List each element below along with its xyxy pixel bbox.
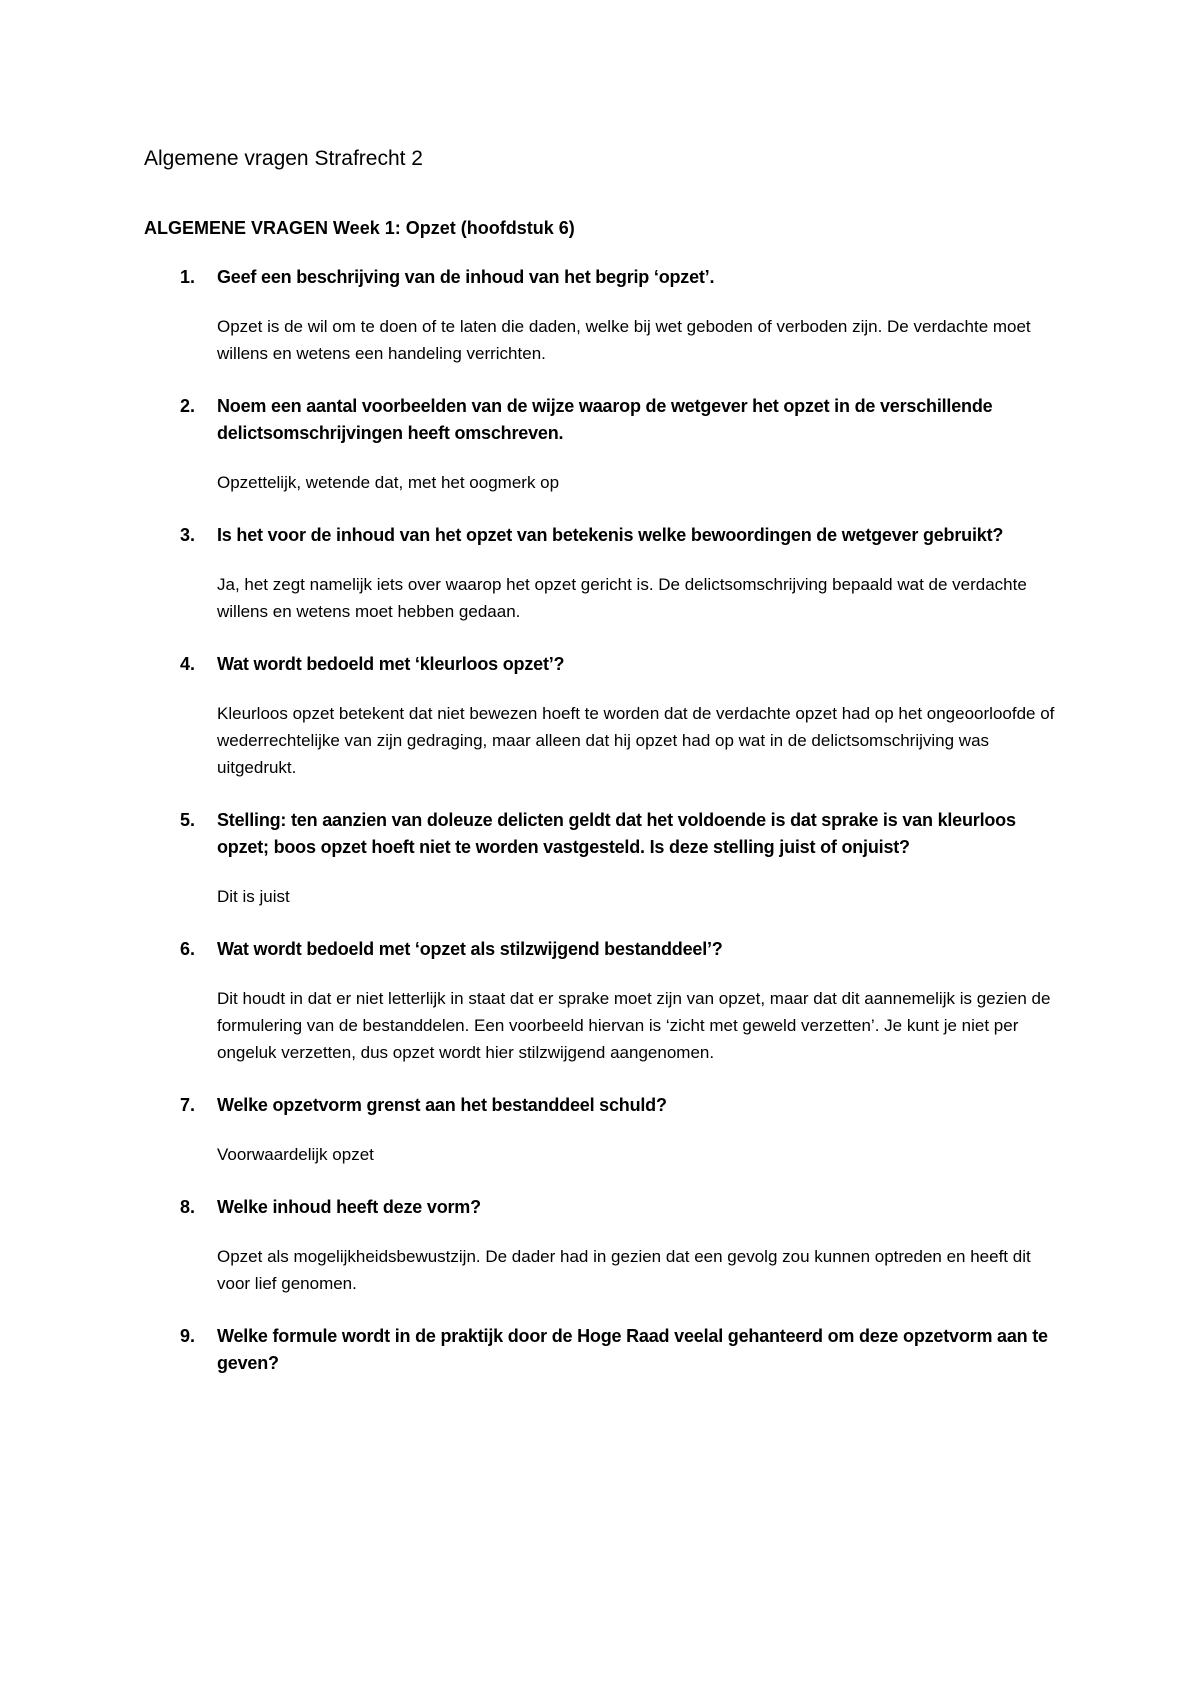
question-row (144, 1092, 1064, 1119)
document-page (144, 146, 1064, 1403)
question-number: 9. (180, 1326, 196, 1346)
question-row (144, 522, 1064, 549)
question-row (144, 264, 1064, 291)
question-row (144, 651, 1064, 678)
question-block (144, 936, 1064, 1066)
question-block (144, 1323, 1064, 1377)
question-row (144, 393, 1064, 447)
document-title: Algemene vragen Strafrecht 2 (144, 147, 423, 170)
question-number: 2. (180, 396, 196, 416)
answer-text: Ja, het zegt namelijk iets over waarop het opzet gericht is. De delictsomschrijving bepaald wat de verdachte willens en wetens moet hebben gedaan. (217, 575, 1027, 621)
question-block (144, 393, 1064, 496)
question-text: Wat wordt bedoeld met ‘kleurloos opzet’? (217, 654, 565, 674)
question-row (144, 807, 1064, 861)
question-number: 1. (180, 267, 196, 287)
question-number: 3. (180, 525, 196, 545)
question-block (144, 522, 1064, 625)
question-row (144, 936, 1064, 963)
answer-text: Dit is juist (217, 887, 290, 906)
answer-text: Kleurloos opzet betekent dat niet bewezen hoeft te worden dat de verdachte opzet had op het ongeoorloofde of wederrechtelijke van zijn gedraging, maar alleen dat hij opzet had op wat in de delictsomschrijving was uitgedrukt. (217, 704, 1055, 777)
question-text: Noem een aantal voorbeelden van de wijze waarop de wetgever het opzet in de verschillende delictsomschrijvingen heeft omschreven. (217, 396, 993, 443)
question-text: Welke formule wordt in de praktijk door de Hoge Raad veelal gehanteerd om deze opzetvorm aan te geven? (217, 1326, 1048, 1373)
question-row (144, 1194, 1064, 1221)
question-block (144, 1092, 1064, 1168)
question-number: 5. (180, 810, 196, 830)
question-text: Welke inhoud heeft deze vorm? (217, 1197, 481, 1217)
answer-text: Opzettelijk, wetende dat, met het oogmerk op (217, 473, 560, 492)
question-block (144, 651, 1064, 781)
answer-text: Voorwaardelijk opzet (217, 1145, 374, 1164)
question-number: 6. (180, 939, 196, 959)
question-block (144, 807, 1064, 910)
question-text: Wat wordt bedoeld met ‘opzet als stilzwijgend bestanddeel’? (217, 939, 723, 959)
question-text: Welke opzetvorm grenst aan het bestanddeel schuld? (217, 1095, 667, 1115)
question-block (144, 1194, 1064, 1297)
answer-text: Opzet is de wil om te doen of te laten die daden, welke bij wet geboden of verboden zijn. De verdachte moet willens en wetens een handeling verrichten. (217, 317, 1031, 363)
answer-text: Opzet als mogelijkheidsbewustzijn. De dader had in gezien dat een gevolg zou kunnen optreden en heeft dit voor lief genomen. (217, 1247, 1031, 1293)
question-text: Is het voor de inhoud van het opzet van betekenis welke bewoordingen de wetgever gebruikt? (217, 525, 1004, 545)
question-text: Geef een beschrijving van de inhoud van het begrip ‘opzet’. (217, 267, 715, 287)
question-row (144, 1323, 1064, 1377)
question-text: Stelling: ten aanzien van doleuze delicten geldt dat het voldoende is dat sprake is van kleurloos opzet; boos opzet hoeft niet te worden vastgesteld. Is deze stelling juist of onjuist? (217, 810, 1016, 857)
question-number: 4. (180, 654, 196, 674)
question-number: 8. (180, 1197, 196, 1217)
answer-text: Dit houdt in dat er niet letterlijk in staat dat er sprake moet zijn van opzet, maar dat dit aannemelijk is gezien de formulering van de bestanddelen. Een voorbeeld hiervan is ‘zicht met geweld verzetten’. Je kunt je niet per ongeluk verzetten, dus opzet wordt hier stilzwijgend aangenomen. (217, 989, 1051, 1062)
question-number: 7. (180, 1095, 196, 1115)
section-title: ALGEMENE VRAGEN Week 1: Opzet (hoofdstuk 6) (144, 218, 575, 238)
question-block (144, 264, 1064, 367)
